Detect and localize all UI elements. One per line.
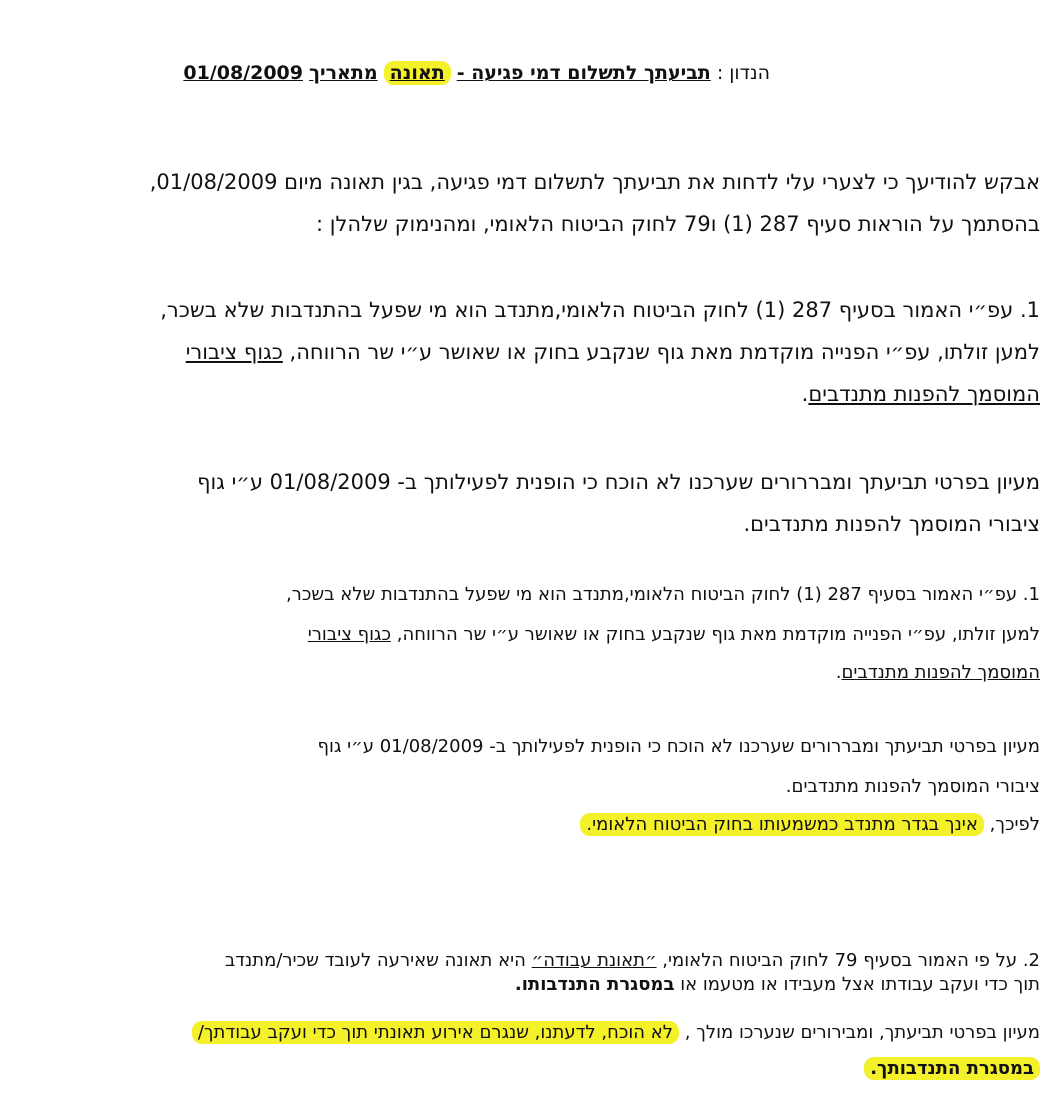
sec1a-line-1: 1. עפ״י האמור בסעיף 287 (1) לחוק הביטוח הלאומי,מתנדב הוא מי שפעל בהתנדבות שלא בשכר, [160, 298, 1040, 322]
final-highlight-2: במסגרת התנדבותך. [864, 1057, 1040, 1080]
intro-line-1: אבקש להודיעך כי לצערי עלי לדחות את תביעתך לתשלום דמי פגיעה, בגין תאונה מיום 01/08/2009, [149, 170, 1040, 194]
review2-line-2: ציבורי המוסמך להפנות מתנדבים. [785, 776, 1040, 797]
sec1a-dot: . [801, 382, 809, 406]
final-line-2 [864, 1058, 1040, 1079]
sec1b-authorized: המוסמך להפנות מתנדבים [841, 662, 1040, 683]
sec1b-line-2 [308, 624, 1040, 645]
sec2-line-2-text: תוך כדי ועקב עבודתו אצל מעבידו או מטעמו או [680, 974, 1040, 995]
review1-line-2: ציבורי המוסמך להפנות מתנדבים. [743, 512, 1040, 536]
sec1a-line-2 [186, 340, 1040, 364]
subject-label: הנדון : [716, 62, 770, 84]
sec1a-public-body: כגוף ציבורי [185, 340, 283, 364]
sec2-line-1-a: 2. על פי האמור בסעיף 79 לחוק הביטוח הלאומי, [662, 950, 1040, 971]
sec1b-line-2-text: למען זולתו, עפ״י הפנייה מוקדמת מאת גוף שנקבע בחוק או שאושר ע״י שר הרווחה, [396, 624, 1040, 645]
intro-line-2: בהסתמך על הוראות סעיף 287 (1) ו79 לחוק הביטוח הלאומי, ומהנימוק שלהלן : [316, 212, 1040, 236]
subject-date: 01/08/2009 [183, 62, 303, 84]
sec1a-authorized: המוסמך להפנות מתנדבים [808, 382, 1040, 406]
subject-line [183, 62, 770, 84]
sec1b-line-1: 1. עפ״י האמור בסעיף 287 (1) לחוק הביטוח הלאומי,מתנדב הוא מי שפעל בהתנדבות שלא בשכר, [285, 584, 1040, 605]
sec2-line-1-b: היא תאונה שאירעה לעובד שכיר/מתנדב [224, 950, 526, 971]
sec1a-line-3 [802, 382, 1040, 406]
sec2-work-accident: ״תאונת עבודה״ [531, 950, 657, 971]
review1-line-1: מעיון בפרטי תביעתך ומבררורים שערכנו לא הוכח כי הופנית לפעילותך ב- 01/08/2009 ע״י גוף [197, 470, 1040, 494]
sec2-volunteer-frame: במסגרת התנדבותו. [514, 974, 675, 995]
review2-line-1: מעיון בפרטי תביעתך ומבררורים שערכנו לא הוכח כי הופנית לפעילותך ב- 01/08/2009 ע״י גוף [317, 736, 1040, 757]
final-line-1 [192, 1022, 1040, 1043]
sec1a-line-2-text: למען זולתו, עפ״י הפנייה מוקדמת מאת גוף שנקבע בחוק או שאושר ע״י שר הרווחה, [289, 340, 1040, 364]
sec2-line-2 [515, 974, 1040, 995]
subject-title: תביעתך לתשלום דמי פגיעה - [456, 62, 711, 84]
sec1b-dot: . [835, 662, 842, 683]
sec2-line-1 [225, 950, 1040, 971]
review2-line-3 [580, 814, 1040, 835]
sec1b-line-3 [836, 662, 1040, 683]
review2-therefore: לפיכך, [989, 814, 1040, 835]
final-highlight-1: לא הוכח, לדעתנו, שנגרם אירוע תאונתי תוך כדי ועקב עבודתך/ [192, 1021, 679, 1044]
sec1b-public-body: כגוף ציבורי [307, 624, 391, 645]
subject-from: מתאריך [309, 62, 378, 84]
subject-highlight: תאונה [384, 61, 451, 85]
review2-conclusion-highlight: אינך בגדר מתנדב כמשמעותו בחוק הביטוח הלאומי. [580, 813, 983, 836]
final-line-1-text: מעיון בפרטי תביעתך, ומבירורים שנערכו מולך , [684, 1022, 1040, 1043]
